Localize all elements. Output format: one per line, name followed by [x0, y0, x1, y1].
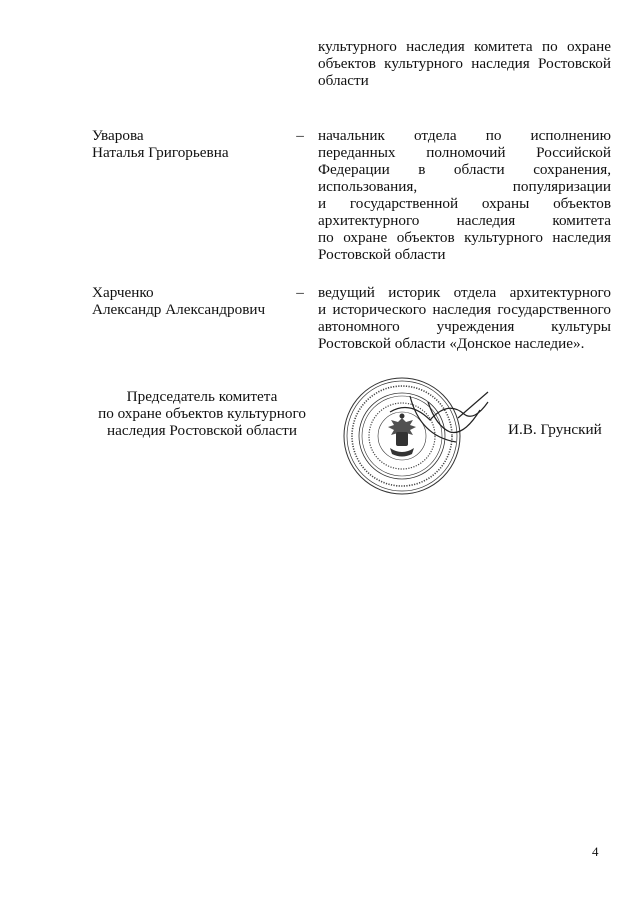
- entry-1-given-names: Наталья Григорьевна: [92, 144, 229, 161]
- entry-1-surname: Уварова: [92, 127, 144, 144]
- entry-2-given-names: Александр Александрович: [92, 301, 266, 318]
- entry-1-desc-line-1: начальник отдела по исполнению: [318, 127, 611, 144]
- entry-2-dash: –: [296, 284, 304, 301]
- entry-1-desc-line-4: использования, популяризации: [318, 178, 611, 195]
- page-number: 4: [592, 844, 599, 859]
- entry-1-desc-line-3: Федерации в области сохранения,: [318, 161, 611, 178]
- entry-1-desc-line-7: по охране объектов культурного наследия: [318, 229, 611, 246]
- entry-1-dash: –: [296, 127, 304, 144]
- entry-1-desc-line-8: Ростовской области: [318, 246, 446, 263]
- entry-1-desc-line-2: переданных полномочий Российской: [318, 144, 611, 161]
- entry-2-desc-line-2: и исторического наследия государственного: [318, 301, 611, 318]
- signatory-name: И.В. Грунский: [508, 421, 602, 438]
- entry-2-desc-line-1: ведущий историк отдела архитектурного: [318, 284, 611, 301]
- entry-1-desc-line-5: и государственной охраны объектов: [318, 195, 611, 212]
- continuation-line-1: культурного наследия комитета по охране: [318, 38, 611, 55]
- official-seal-icon: [330, 372, 498, 504]
- entry-2-surname: Харченко: [92, 284, 154, 301]
- entry-2-desc-line-4: Ростовской области «Донское наследие».: [318, 335, 585, 352]
- entry-2-desc-line-3: автономного учреждения культуры: [318, 318, 611, 335]
- signatory-title-line-3: наследия Ростовской области: [107, 422, 297, 439]
- continuation-line-3: области: [318, 72, 369, 89]
- signatory-title-line-2: по охране объектов культурного: [98, 405, 306, 422]
- signatory-title-line-1: Председатель комитета: [126, 388, 278, 405]
- signatory-title: [82, 388, 322, 439]
- entry-1-desc-line-6: архитектурного наследия комитета: [318, 212, 611, 229]
- continuation-line-2: объектов культурного наследия Ростовской: [318, 55, 611, 72]
